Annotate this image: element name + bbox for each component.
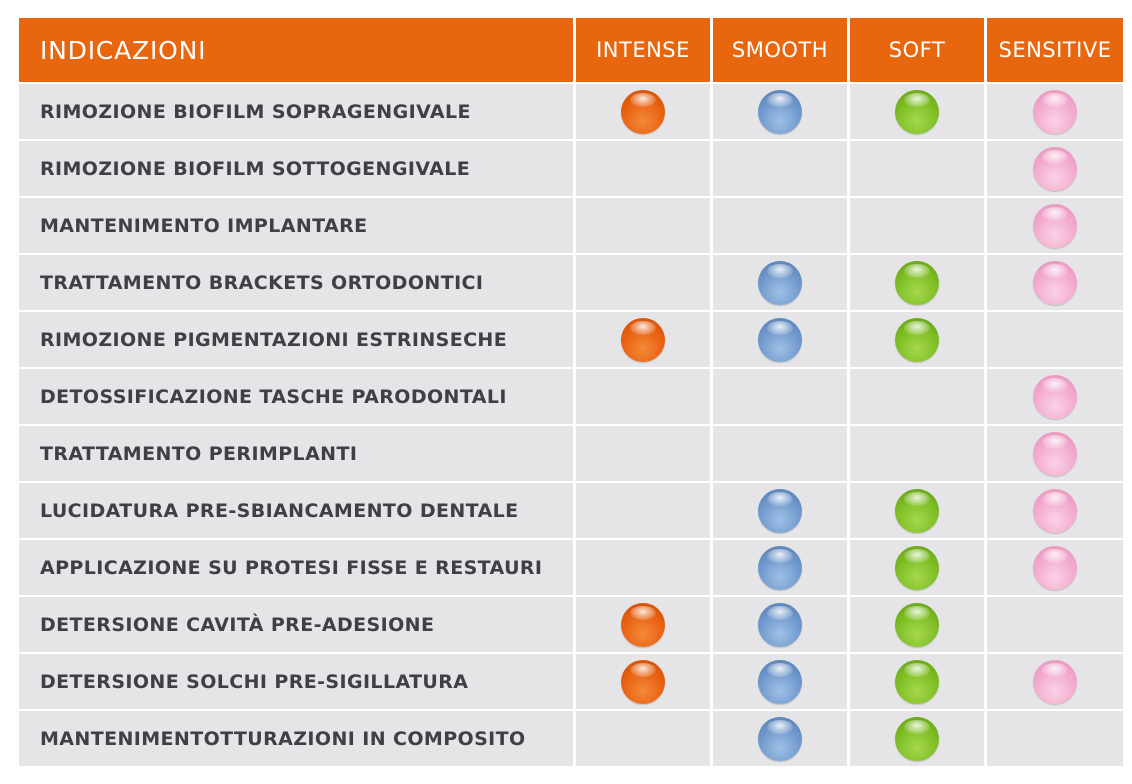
cell-intense xyxy=(576,426,710,481)
header-indicazioni: INDICAZIONI xyxy=(19,18,573,82)
cell-sensitive xyxy=(987,141,1123,196)
smooth-dot-icon xyxy=(758,660,802,704)
row-label: DETOSSIFICAZIONE TASCHE PARODONTALI xyxy=(19,369,573,424)
cell-sensitive xyxy=(987,426,1123,481)
row-label: APPLICAZIONE SU PROTESI FISSE E RESTAURI xyxy=(19,540,573,595)
sensitive-dot-icon xyxy=(1033,90,1077,134)
row-label: MANTENIMENTOTTURAZIONI IN COMPOSITO xyxy=(19,711,573,766)
sensitive-dot-icon xyxy=(1033,147,1077,191)
row-label: RIMOZIONE BIOFILM SOTTOGENGIVALE xyxy=(19,141,573,196)
soft-dot-icon xyxy=(895,318,939,362)
cell-soft xyxy=(850,198,984,253)
cell-intense xyxy=(576,540,710,595)
cell-soft xyxy=(850,255,984,310)
header-smooth: SMOOTH xyxy=(713,18,847,82)
cell-soft xyxy=(850,711,984,766)
cell-smooth xyxy=(713,255,847,310)
cell-sensitive xyxy=(987,540,1123,595)
indications-table xyxy=(19,18,1123,766)
header-intense: INTENSE xyxy=(576,18,710,82)
sensitive-dot-icon xyxy=(1033,375,1077,419)
cell-soft xyxy=(850,141,984,196)
sensitive-dot-icon xyxy=(1033,204,1077,248)
smooth-dot-icon xyxy=(758,90,802,134)
cell-soft xyxy=(850,369,984,424)
row-label: LUCIDATURA PRE-SBIANCAMENTO DENTALE xyxy=(19,483,573,538)
cell-smooth xyxy=(713,597,847,652)
sensitive-dot-icon xyxy=(1033,432,1077,476)
soft-dot-icon xyxy=(895,546,939,590)
cell-intense xyxy=(576,654,710,709)
intense-dot-icon xyxy=(621,318,665,362)
intense-dot-icon xyxy=(621,603,665,647)
cell-sensitive xyxy=(987,711,1123,766)
header-sensitive: SENSITIVE xyxy=(987,18,1123,82)
soft-dot-icon xyxy=(895,90,939,134)
sensitive-dot-icon xyxy=(1033,660,1077,704)
cell-intense xyxy=(576,711,710,766)
smooth-dot-icon xyxy=(758,489,802,533)
cell-smooth xyxy=(713,369,847,424)
row-label: DETERSIONE SOLCHI PRE-SIGILLATURA xyxy=(19,654,573,709)
cell-intense xyxy=(576,597,710,652)
cell-smooth xyxy=(713,483,847,538)
cell-soft xyxy=(850,597,984,652)
intense-dot-icon xyxy=(621,90,665,134)
cell-soft xyxy=(850,426,984,481)
cell-sensitive xyxy=(987,312,1123,367)
cell-sensitive xyxy=(987,84,1123,139)
cell-soft xyxy=(850,654,984,709)
smooth-dot-icon xyxy=(758,603,802,647)
cell-soft xyxy=(850,312,984,367)
cell-intense xyxy=(576,255,710,310)
cell-smooth xyxy=(713,540,847,595)
cell-sensitive xyxy=(987,483,1123,538)
sensitive-dot-icon xyxy=(1033,546,1077,590)
smooth-dot-icon xyxy=(758,717,802,761)
row-label: RIMOZIONE PIGMENTAZIONI ESTRINSECHE xyxy=(19,312,573,367)
soft-dot-icon xyxy=(895,489,939,533)
cell-intense xyxy=(576,483,710,538)
cell-soft xyxy=(850,483,984,538)
cell-intense xyxy=(576,198,710,253)
cell-smooth xyxy=(713,198,847,253)
row-label: DETERSIONE CAVITÀ PRE-ADESIONE xyxy=(19,597,573,652)
header-soft: SOFT xyxy=(850,18,984,82)
sensitive-dot-icon xyxy=(1033,261,1077,305)
row-label: MANTENIMENTO IMPLANTARE xyxy=(19,198,573,253)
smooth-dot-icon xyxy=(758,318,802,362)
sensitive-dot-icon xyxy=(1033,489,1077,533)
soft-dot-icon xyxy=(895,717,939,761)
cell-soft xyxy=(850,84,984,139)
cell-intense xyxy=(576,84,710,139)
cell-sensitive xyxy=(987,255,1123,310)
smooth-dot-icon xyxy=(758,261,802,305)
row-label: TRATTAMENTO BRACKETS ORTODONTICI xyxy=(19,255,573,310)
cell-smooth xyxy=(713,141,847,196)
cell-sensitive xyxy=(987,369,1123,424)
cell-smooth xyxy=(713,84,847,139)
soft-dot-icon xyxy=(895,261,939,305)
cell-sensitive xyxy=(987,654,1123,709)
row-label: TRATTAMENTO PERIMPLANTI xyxy=(19,426,573,481)
cell-intense xyxy=(576,312,710,367)
cell-intense xyxy=(576,141,710,196)
cell-smooth xyxy=(713,312,847,367)
cell-smooth xyxy=(713,426,847,481)
cell-sensitive xyxy=(987,597,1123,652)
cell-soft xyxy=(850,540,984,595)
soft-dot-icon xyxy=(895,603,939,647)
intense-dot-icon xyxy=(621,660,665,704)
cell-smooth xyxy=(713,711,847,766)
cell-smooth xyxy=(713,654,847,709)
row-label: RIMOZIONE BIOFILM SOPRAGENGIVALE xyxy=(19,84,573,139)
cell-intense xyxy=(576,369,710,424)
soft-dot-icon xyxy=(895,660,939,704)
smooth-dot-icon xyxy=(758,546,802,590)
cell-sensitive xyxy=(987,198,1123,253)
